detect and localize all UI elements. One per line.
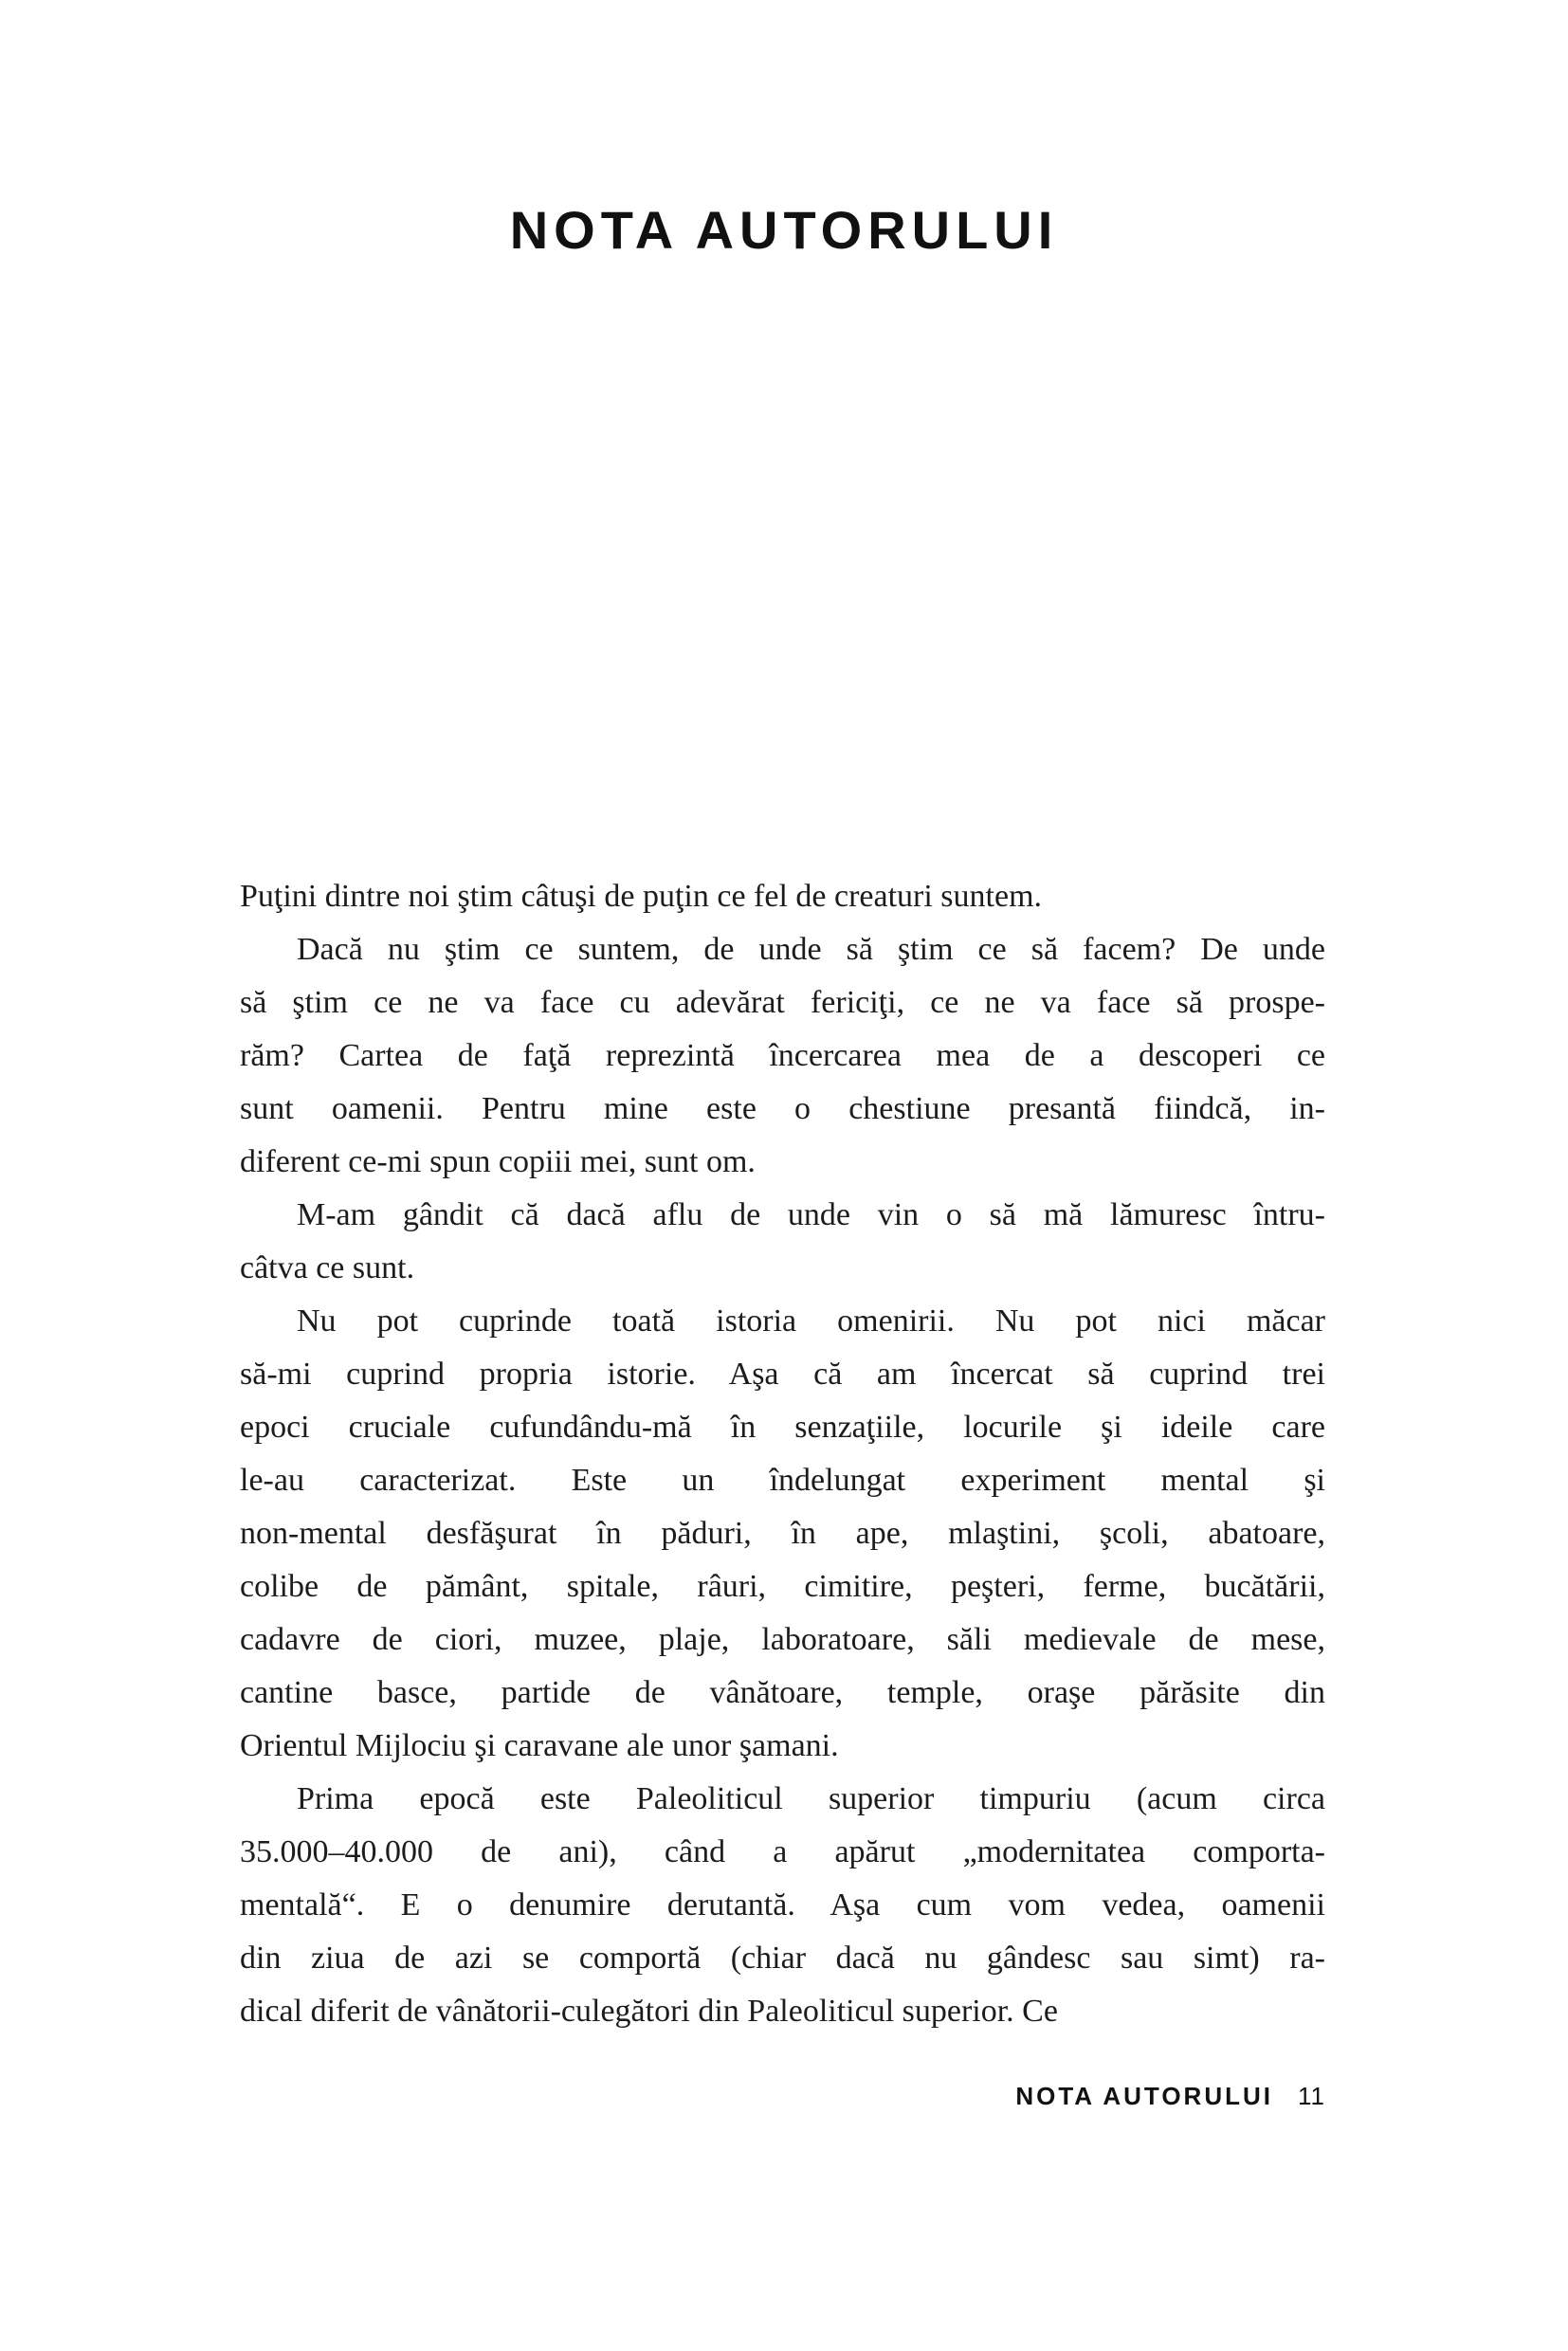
text-line: non-mental desfăşurat în păduri, în ape, mlaştini, şcoli, abatoare, xyxy=(240,1516,1325,1551)
text-line: epoci cruciale cufundându-mă în senzaţiile, locurile şi ideile care xyxy=(240,1410,1325,1445)
text-line: le-au caracterizat. Este un îndelungat experiment mental şi xyxy=(240,1463,1325,1498)
text-line: Dacă nu ştim ce suntem, de unde să ştim ce să facem? De unde xyxy=(297,932,1325,967)
text-line: dical diferit de vânătorii-culegători din Paleoliticul superior. Ce xyxy=(240,1994,1058,2029)
text-line: Nu pot cuprinde toată istoria omenirii. Nu pot nici măcar xyxy=(297,1303,1325,1339)
paragraph xyxy=(240,870,1325,923)
text-line: Puţini dintre noi ştim câtuşi de puţin ce fel de creaturi suntem. xyxy=(240,879,1043,914)
text-line: câtva ce sunt. xyxy=(240,1250,415,1285)
text-line: Orientul Mijlociu şi caravane ale unor şamani. xyxy=(240,1728,839,1763)
text-line: mentală“. E o denumire derutantă. Aşa cum vom vedea, oamenii xyxy=(240,1887,1325,1923)
text-line: cantine basce, partide de vânătoare, temple, oraşe părăsite din xyxy=(240,1675,1325,1710)
paragraph xyxy=(240,923,1325,1189)
text-line: 35.000–40.000 de ani), când a apărut „modernitatea comporta- xyxy=(240,1834,1325,1869)
text-line: M-am gândit că dacă aflu de unde vin o să mă lămuresc întru- xyxy=(297,1197,1325,1232)
chapter-title: NOTA AUTORULUI xyxy=(509,200,1059,260)
page-footer xyxy=(1015,2082,1325,2111)
text-line: să ştim ce ne va face cu adevărat fericiţi, ce ne va face să prospe- xyxy=(240,985,1325,1020)
text-line: sunt oamenii. Pentru mine este o chestiune presantă fiindcă, in- xyxy=(240,1091,1325,1126)
paragraph xyxy=(240,1773,1325,2038)
text-line: diferent ce-mi spun copiii mei, sunt om. xyxy=(240,1144,756,1179)
paragraph xyxy=(240,1189,1325,1295)
text-line: să-mi cuprind propria istorie. Aşa că am încercat să cuprind trei xyxy=(240,1357,1325,1392)
text-line: din ziua de azi se comportă (chiar dacă nu gândesc sau simt) ra- xyxy=(240,1941,1325,1976)
text-line: colibe de pământ, spitale, râuri, cimitire, peşteri, ferme, bucătării, xyxy=(240,1569,1325,1604)
page-body xyxy=(240,870,1325,2038)
page-number: 11 xyxy=(1298,2082,1325,2110)
text-line: cadavre de ciori, muzee, plaje, laboratoare, săli medievale de mese, xyxy=(240,1622,1325,1657)
paragraph xyxy=(240,1295,1325,1773)
text-line: Prima epocă este Paleoliticul superior timpuriu (acum circa xyxy=(297,1781,1325,1816)
running-header-label: NOTA AUTORULUI xyxy=(1015,2082,1273,2110)
text-line: răm? Cartea de faţă reprezintă încercarea mea de a descoperi ce xyxy=(240,1038,1325,1073)
